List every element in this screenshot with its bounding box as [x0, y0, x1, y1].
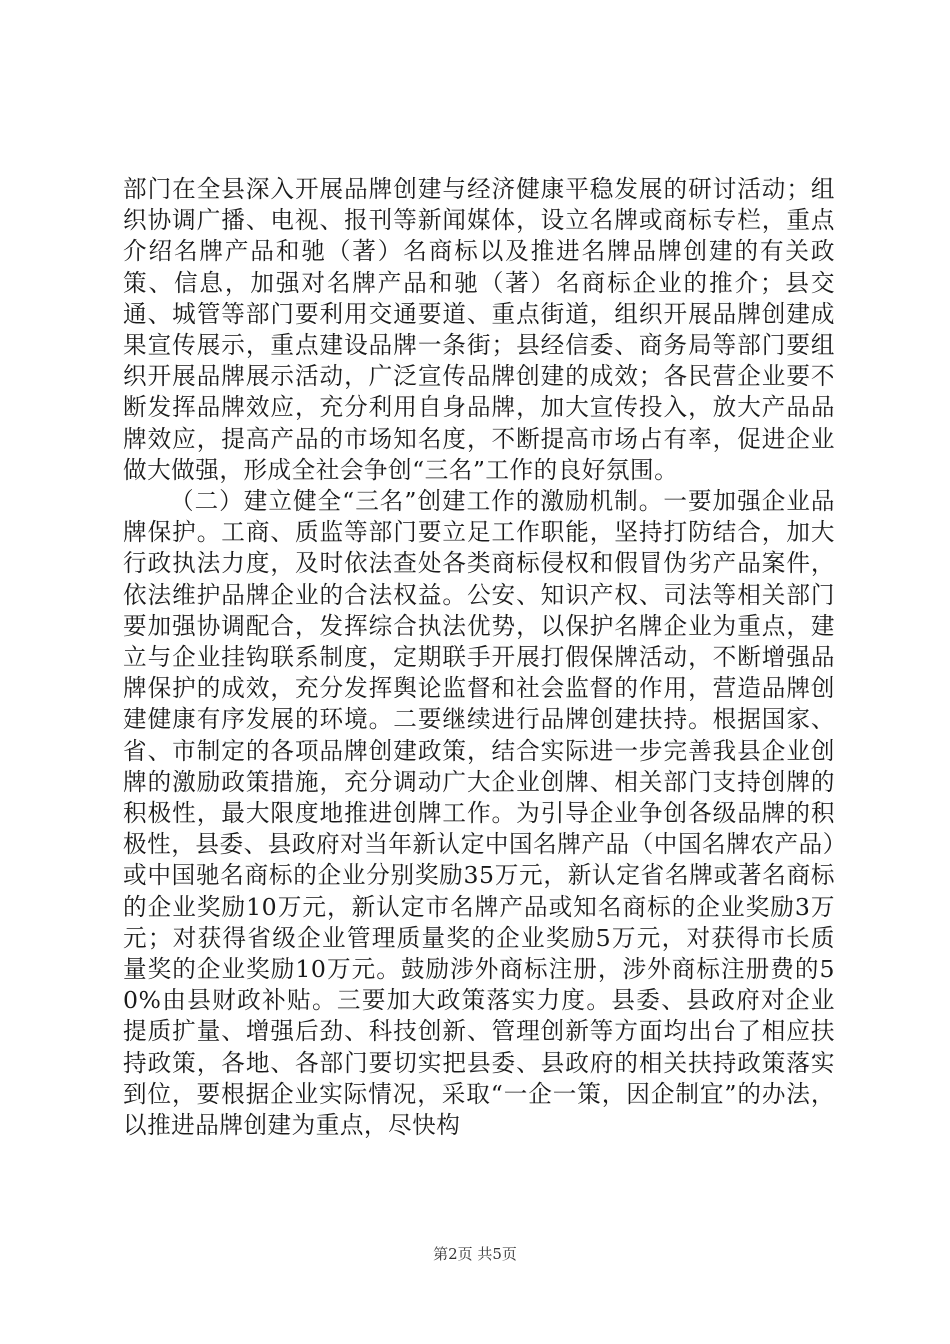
document-body: [123, 174, 835, 1141]
paragraph-incentive-mechanism: （二）建立健全“三名”创建工作的激励机制。一要加强企业品牌保护。工商、质监等部门要立足工作职能，坚持打防结合，加大行政执法力度，及时依法查处各类商标侵权和假冒伪劣产品案件，依法维护品牌企业的合法权益。公安、知识产权、司法等相关部门要加强协调配合，发挥综合执法优势，以保护名牌企业为重点，建立与企业挂钩联系制度，定期联手开展打假保牌活动，不断增强品牌保护的成效，充分发挥舆论监督和社会监督的作用，营造品牌创建健康有序发展的环境。二要继续进行品牌创建扶持。根据国家、省、市制定的各项品牌创建政策，结合实际进一步完善我县企业创牌的激励政策措施，充分调动广大企业创牌、相关部门支持创牌的积极性，最大限度地推进创牌工作。为引导企业争创各级品牌的积极性，县委、县政府对当年新认定中国名牌产品（中国名牌农产品）或中国驰名商标的企业分别奖励35万元，新认定省名牌或著名商标的企业奖励10万元，新认定市名牌产品或知名商标的企业奖励3万元；对获得省级企业管理质量奖的企业奖励5万元，对获得市长质量奖的企业奖励10万元。鼓励涉外商标注册，涉外商标注册费的50%由县财政补贴。三要加大政策落实力度。县委、县政府对企业提质扩量、增强后劲、科技创新、管理创新等方面均出台了相应扶持政策，各地、各部门要切实把县委、县政府的相关扶持政策落实到位，要根据企业实际情况，采取“一企一策，因企制宜”的办法，以推进品牌创建为重点，尽快构: [123, 487, 835, 1140]
page-footer: [0, 1244, 950, 1264]
page-total: 共5页: [477, 1245, 517, 1263]
paragraph-continuation: 部门在全县深入开展品牌创建与经济健康平稳发展的研讨活动；组织协调广播、电视、报刊等新闻媒体，设立名牌或商标专栏，重点介绍名牌产品和驰（著）名商标以及推进名牌品牌创建的有关政策、信息，加强对名牌产品和驰（著）名商标企业的推介；县交通、城管等部门要利用交通要道、重点街道，组织开展品牌创建成果宣传展示，重点建设品牌一条街；县经信委、商务局等部门要组织开展品牌展示活动，广泛宣传品牌创建的成效；各民营企业要不断发挥品牌效应，充分利用自身品牌，加大宣传投入，放大产品品牌效应，提高产品的市场知名度，不断提高市场占有率，促进企业做大做强，形成全社会争创“三名”工作的良好氛围。: [123, 175, 835, 484]
page-number: 第2页: [433, 1245, 473, 1263]
